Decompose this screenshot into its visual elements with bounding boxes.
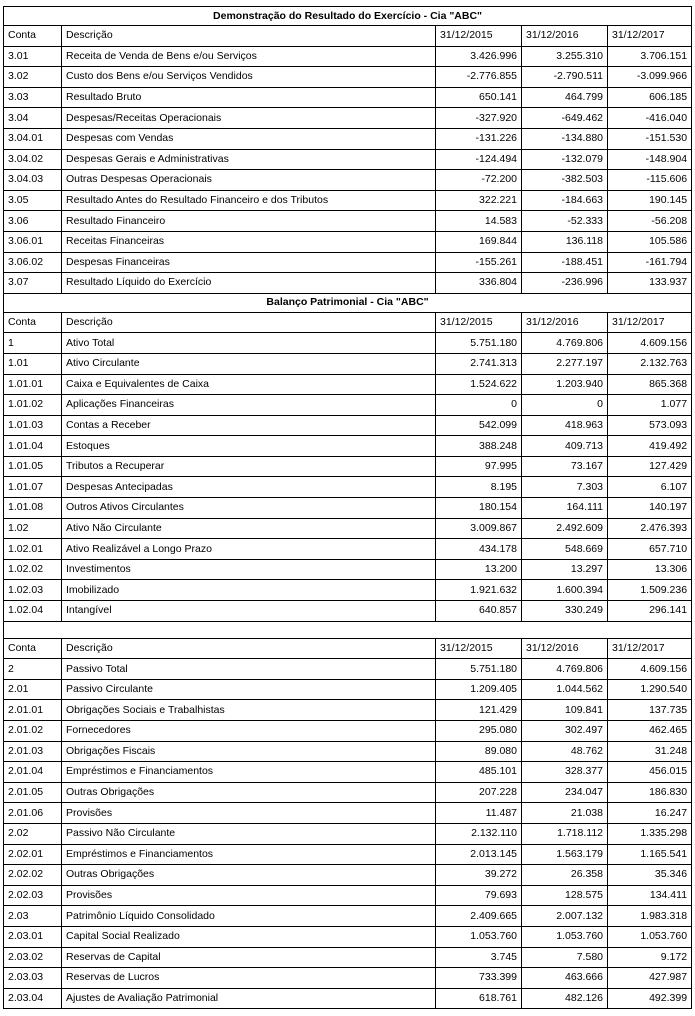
ativo-header-row <box>4 312 692 333</box>
cell-valor-2017: 134.411 <box>608 885 692 906</box>
cell-valor-2017: 419.492 <box>608 436 692 457</box>
cell-valor-2017: 13.306 <box>608 559 692 580</box>
cell-valor-2017: 105.586 <box>608 231 692 252</box>
table-row <box>4 87 692 108</box>
cell-valor-2015: 295.080 <box>436 721 522 742</box>
header-valor-2016: 31/12/2016 <box>522 312 608 333</box>
cell-descricao: Provisões <box>62 885 436 906</box>
cell-descricao: Resultado Antes do Resultado Financeiro e dos Tributos <box>62 190 436 211</box>
cell-conta: 3.03 <box>4 87 62 108</box>
cell-valor-2015: 542.099 <box>436 415 522 436</box>
cell-valor-2015: -72.200 <box>436 170 522 191</box>
cell-valor-2016: 409.713 <box>522 436 608 457</box>
cell-descricao: Capital Social Realizado <box>62 926 436 947</box>
passivo-header-row <box>4 638 692 659</box>
cell-descricao: Outros Ativos Circulantes <box>62 498 436 519</box>
cell-valor-2016: 1.718.112 <box>522 823 608 844</box>
cell-descricao: Resultado Bruto <box>62 87 436 108</box>
cell-valor-2015: 3.745 <box>436 947 522 968</box>
bp-title: Balanço Patrimonial - Cia "ABC" <box>4 293 692 312</box>
table-row <box>4 968 692 989</box>
table-row <box>4 128 692 149</box>
cell-descricao: Outras Despesas Operacionais <box>62 170 436 191</box>
cell-valor-2016: 0 <box>522 395 608 416</box>
cell-valor-2016: 2.277.197 <box>522 353 608 374</box>
cell-valor-2017: 1.290.540 <box>608 679 692 700</box>
table-row <box>4 885 692 906</box>
cell-conta: 3.07 <box>4 273 62 294</box>
cell-valor-2015: 1.921.632 <box>436 580 522 601</box>
cell-valor-2015: 79.693 <box>436 885 522 906</box>
cell-valor-2017: 6.107 <box>608 477 692 498</box>
table-row <box>4 436 692 457</box>
table-row <box>4 273 692 294</box>
cell-descricao: Empréstimos e Financiamentos <box>62 844 436 865</box>
cell-valor-2015: 13.200 <box>436 559 522 580</box>
table-row <box>4 149 692 170</box>
table-row <box>4 498 692 519</box>
table-row <box>4 659 692 680</box>
cell-conta: 1.02.03 <box>4 580 62 601</box>
cell-conta: 1.01.04 <box>4 436 62 457</box>
cell-conta: 2.01.06 <box>4 803 62 824</box>
cell-descricao: Despesas Gerais e Administrativas <box>62 149 436 170</box>
cell-valor-2017: 1.053.760 <box>608 926 692 947</box>
cell-valor-2015: 733.399 <box>436 968 522 989</box>
bp-title-row <box>4 293 692 312</box>
cell-valor-2016: 2.007.132 <box>522 906 608 927</box>
cell-descricao: Fornecedores <box>62 721 436 742</box>
table-row <box>4 395 692 416</box>
dre-title-row <box>4 7 692 26</box>
table-row <box>4 477 692 498</box>
table-row <box>4 374 692 395</box>
cell-valor-2017: 190.145 <box>608 190 692 211</box>
cell-valor-2015: 2.132.110 <box>436 823 522 844</box>
table-row <box>4 700 692 721</box>
cell-descricao: Obrigações Fiscais <box>62 741 436 762</box>
cell-conta: 3.02 <box>4 67 62 88</box>
cell-valor-2016: 302.497 <box>522 721 608 742</box>
table-row <box>4 456 692 477</box>
table-row <box>4 601 692 622</box>
header-valor-2017: 31/12/2017 <box>608 312 692 333</box>
cell-descricao: Empréstimos e Financiamentos <box>62 762 436 783</box>
header-valor-2016: 31/12/2016 <box>522 638 608 659</box>
header-conta: Conta <box>4 312 62 333</box>
cell-descricao: Ativo Não Circulante <box>62 518 436 539</box>
cell-conta: 2.03 <box>4 906 62 927</box>
cell-valor-2016: 21.038 <box>522 803 608 824</box>
cell-conta: 1.02.01 <box>4 539 62 560</box>
cell-descricao: Aplicações Financeiras <box>62 395 436 416</box>
cell-valor-2015: 5.751.180 <box>436 659 522 680</box>
cell-valor-2017: 4.609.156 <box>608 659 692 680</box>
cell-valor-2015: 618.761 <box>436 988 522 1009</box>
cell-valor-2015: 39.272 <box>436 865 522 886</box>
table-row <box>4 782 692 803</box>
cell-conta: 3.01 <box>4 46 62 67</box>
table-row <box>4 559 692 580</box>
cell-valor-2017: 1.077 <box>608 395 692 416</box>
cell-valor-2015: 207.228 <box>436 782 522 803</box>
financial-statements-table <box>3 6 692 1009</box>
cell-valor-2016: 1.053.760 <box>522 926 608 947</box>
cell-conta: 3.05 <box>4 190 62 211</box>
table-row <box>4 803 692 824</box>
cell-conta: 1.01.07 <box>4 477 62 498</box>
cell-valor-2016: 136.118 <box>522 231 608 252</box>
dre-header-row <box>4 26 692 47</box>
cell-conta: 3.06.02 <box>4 252 62 273</box>
cell-valor-2016: 73.167 <box>522 456 608 477</box>
cell-valor-2015: 8.195 <box>436 477 522 498</box>
cell-valor-2015: 180.154 <box>436 498 522 519</box>
table-body <box>4 7 692 1009</box>
cell-descricao: Reservas de Lucros <box>62 968 436 989</box>
spacer-cell <box>4 621 692 638</box>
table-row <box>4 988 692 1009</box>
cell-valor-2017: 133.937 <box>608 273 692 294</box>
table-row <box>4 108 692 129</box>
table-row <box>4 67 692 88</box>
cell-valor-2017: 492.399 <box>608 988 692 1009</box>
cell-valor-2016: 164.111 <box>522 498 608 519</box>
cell-valor-2017: 127.429 <box>608 456 692 477</box>
header-valor-2017: 31/12/2017 <box>608 26 692 47</box>
cell-valor-2015: 485.101 <box>436 762 522 783</box>
header-valor-2015: 31/12/2015 <box>436 26 522 47</box>
cell-valor-2017: -56.208 <box>608 211 692 232</box>
cell-valor-2015: 1.524.622 <box>436 374 522 395</box>
table-row <box>4 721 692 742</box>
cell-descricao: Estoques <box>62 436 436 457</box>
cell-descricao: Ativo Total <box>62 333 436 354</box>
cell-descricao: Ativo Realizável a Longo Prazo <box>62 539 436 560</box>
cell-descricao: Outras Obrigações <box>62 782 436 803</box>
cell-valor-2016: 109.841 <box>522 700 608 721</box>
cell-valor-2016: -134.880 <box>522 128 608 149</box>
cell-conta: 2.01.04 <box>4 762 62 783</box>
cell-valor-2015: 322.221 <box>436 190 522 211</box>
cell-conta: 2.03.01 <box>4 926 62 947</box>
cell-valor-2015: -327.920 <box>436 108 522 129</box>
cell-conta: 2.01.01 <box>4 700 62 721</box>
cell-descricao: Caixa e Equivalentes de Caixa <box>62 374 436 395</box>
cell-valor-2016: -184.663 <box>522 190 608 211</box>
cell-valor-2017: 296.141 <box>608 601 692 622</box>
cell-valor-2016: 3.255.310 <box>522 46 608 67</box>
cell-conta: 3.04 <box>4 108 62 129</box>
table-row <box>4 190 692 211</box>
header-descricao: Descrição <box>62 26 436 47</box>
cell-descricao: Imobilizado <box>62 580 436 601</box>
cell-valor-2016: 234.047 <box>522 782 608 803</box>
table-row <box>4 679 692 700</box>
cell-valor-2017: -416.040 <box>608 108 692 129</box>
cell-valor-2016: -52.333 <box>522 211 608 232</box>
cell-valor-2016: 330.249 <box>522 601 608 622</box>
cell-descricao: Passivo Total <box>62 659 436 680</box>
cell-conta: 3.06.01 <box>4 231 62 252</box>
cell-valor-2017: 1.983.318 <box>608 906 692 927</box>
table-row <box>4 231 692 252</box>
cell-valor-2016: 463.666 <box>522 968 608 989</box>
cell-conta: 1.02 <box>4 518 62 539</box>
cell-descricao: Intangível <box>62 601 436 622</box>
cell-valor-2015: 336.804 <box>436 273 522 294</box>
cell-valor-2017: 2.132.763 <box>608 353 692 374</box>
dre-title: Demonstração do Resultado do Exercício - Cia "ABC" <box>4 7 692 26</box>
spreadsheet <box>3 6 691 1009</box>
cell-valor-2017: 606.185 <box>608 87 692 108</box>
cell-valor-2016: 1.600.394 <box>522 580 608 601</box>
header-conta: Conta <box>4 638 62 659</box>
cell-valor-2017: -115.606 <box>608 170 692 191</box>
cell-descricao: Despesas com Vendas <box>62 128 436 149</box>
cell-valor-2015: 3.009.867 <box>436 518 522 539</box>
cell-conta: 2.01.02 <box>4 721 62 742</box>
cell-valor-2017: 657.710 <box>608 539 692 560</box>
table-row <box>4 539 692 560</box>
spacer-row <box>4 621 692 638</box>
cell-valor-2015: 0 <box>436 395 522 416</box>
header-conta: Conta <box>4 26 62 47</box>
cell-valor-2016: -132.079 <box>522 149 608 170</box>
cell-conta: 1.01.08 <box>4 498 62 519</box>
table-row <box>4 906 692 927</box>
cell-valor-2015: 650.141 <box>436 87 522 108</box>
cell-conta: 3.04.03 <box>4 170 62 191</box>
cell-valor-2016: 482.126 <box>522 988 608 1009</box>
cell-conta: 1 <box>4 333 62 354</box>
cell-conta: 2.01.05 <box>4 782 62 803</box>
cell-conta: 3.04.01 <box>4 128 62 149</box>
table-row <box>4 353 692 374</box>
cell-conta: 2.02 <box>4 823 62 844</box>
cell-valor-2017: 1.165.541 <box>608 844 692 865</box>
table-row <box>4 865 692 886</box>
cell-conta: 3.04.02 <box>4 149 62 170</box>
cell-valor-2015: 2.741.313 <box>436 353 522 374</box>
cell-descricao: Ajustes de Avaliação Patrimonial <box>62 988 436 1009</box>
cell-valor-2016: 464.799 <box>522 87 608 108</box>
cell-valor-2016: 48.762 <box>522 741 608 762</box>
cell-descricao: Passivo Não Circulante <box>62 823 436 844</box>
cell-conta: 2.02.03 <box>4 885 62 906</box>
cell-valor-2017: -151.530 <box>608 128 692 149</box>
cell-valor-2016: 1.044.562 <box>522 679 608 700</box>
cell-valor-2017: 186.830 <box>608 782 692 803</box>
cell-descricao: Resultado Líquido do Exercício <box>62 273 436 294</box>
table-row <box>4 46 692 67</box>
cell-valor-2015: 1.209.405 <box>436 679 522 700</box>
cell-descricao: Outras Obrigações <box>62 865 436 886</box>
table-row <box>4 211 692 232</box>
cell-descricao: Passivo Circulante <box>62 679 436 700</box>
header-valor-2015: 31/12/2015 <box>436 312 522 333</box>
table-row <box>4 947 692 968</box>
cell-valor-2016: 26.358 <box>522 865 608 886</box>
cell-valor-2016: -188.451 <box>522 252 608 273</box>
cell-valor-2015: -2.776.855 <box>436 67 522 88</box>
cell-descricao: Resultado Financeiro <box>62 211 436 232</box>
cell-valor-2016: 7.580 <box>522 947 608 968</box>
table-row <box>4 823 692 844</box>
cell-valor-2017: 462.465 <box>608 721 692 742</box>
cell-valor-2016: 548.669 <box>522 539 608 560</box>
cell-valor-2017: 137.735 <box>608 700 692 721</box>
cell-valor-2015: 2.409.665 <box>436 906 522 927</box>
cell-valor-2016: 4.769.806 <box>522 333 608 354</box>
cell-valor-2017: 9.172 <box>608 947 692 968</box>
cell-descricao: Contas a Receber <box>62 415 436 436</box>
cell-descricao: Despesas Antecipadas <box>62 477 436 498</box>
cell-conta: 3.06 <box>4 211 62 232</box>
cell-valor-2017: 31.248 <box>608 741 692 762</box>
cell-valor-2016: 4.769.806 <box>522 659 608 680</box>
cell-descricao: Ativo Circulante <box>62 353 436 374</box>
cell-conta: 2.02.02 <box>4 865 62 886</box>
table-row <box>4 518 692 539</box>
header-descricao: Descrição <box>62 638 436 659</box>
cell-valor-2015: 388.248 <box>436 436 522 457</box>
cell-conta: 1.01.01 <box>4 374 62 395</box>
cell-valor-2015: 3.426.996 <box>436 46 522 67</box>
cell-valor-2017: 140.197 <box>608 498 692 519</box>
cell-valor-2017: 2.476.393 <box>608 518 692 539</box>
table-row <box>4 844 692 865</box>
cell-valor-2017: 3.706.151 <box>608 46 692 67</box>
cell-valor-2016: 1.563.179 <box>522 844 608 865</box>
cell-valor-2016: 418.963 <box>522 415 608 436</box>
cell-descricao: Obrigações Sociais e Trabalhistas <box>62 700 436 721</box>
cell-valor-2015: -155.261 <box>436 252 522 273</box>
cell-valor-2016: -2.790.511 <box>522 67 608 88</box>
table-row <box>4 252 692 273</box>
cell-valor-2015: 1.053.760 <box>436 926 522 947</box>
table-row <box>4 580 692 601</box>
table-row <box>4 926 692 947</box>
cell-valor-2015: -124.494 <box>436 149 522 170</box>
table-row <box>4 741 692 762</box>
cell-conta: 1.02.02 <box>4 559 62 580</box>
cell-conta: 1.01 <box>4 353 62 374</box>
header-valor-2015: 31/12/2015 <box>436 638 522 659</box>
table-row <box>4 762 692 783</box>
cell-conta: 2 <box>4 659 62 680</box>
cell-valor-2017: 865.368 <box>608 374 692 395</box>
cell-valor-2015: 11.487 <box>436 803 522 824</box>
cell-valor-2015: 14.583 <box>436 211 522 232</box>
cell-valor-2017: 456.015 <box>608 762 692 783</box>
cell-descricao: Reservas de Capital <box>62 947 436 968</box>
cell-descricao: Despesas Financeiras <box>62 252 436 273</box>
cell-conta: 2.03.04 <box>4 988 62 1009</box>
cell-valor-2017: 16.247 <box>608 803 692 824</box>
cell-valor-2016: -382.503 <box>522 170 608 191</box>
cell-valor-2016: -236.996 <box>522 273 608 294</box>
cell-conta: 1.01.03 <box>4 415 62 436</box>
table-row <box>4 415 692 436</box>
cell-valor-2015: 97.995 <box>436 456 522 477</box>
cell-valor-2015: 2.013.145 <box>436 844 522 865</box>
header-valor-2017: 31/12/2017 <box>608 638 692 659</box>
cell-valor-2017: 573.093 <box>608 415 692 436</box>
cell-valor-2017: -161.794 <box>608 252 692 273</box>
cell-valor-2017: -3.099.966 <box>608 67 692 88</box>
cell-valor-2015: 121.429 <box>436 700 522 721</box>
cell-valor-2015: 89.080 <box>436 741 522 762</box>
cell-valor-2015: 640.857 <box>436 601 522 622</box>
cell-valor-2016: 13.297 <box>522 559 608 580</box>
cell-conta: 1.02.04 <box>4 601 62 622</box>
cell-valor-2016: 2.492.609 <box>522 518 608 539</box>
table-row <box>4 333 692 354</box>
cell-conta: 2.03.03 <box>4 968 62 989</box>
cell-conta: 2.03.02 <box>4 947 62 968</box>
cell-descricao: Provisões <box>62 803 436 824</box>
cell-conta: 2.02.01 <box>4 844 62 865</box>
cell-valor-2017: 427.987 <box>608 968 692 989</box>
cell-descricao: Patrimônio Líquido Consolidado <box>62 906 436 927</box>
cell-conta: 1.01.05 <box>4 456 62 477</box>
header-valor-2016: 31/12/2016 <box>522 26 608 47</box>
cell-descricao: Receitas Financeiras <box>62 231 436 252</box>
cell-valor-2016: -649.462 <box>522 108 608 129</box>
cell-descricao: Receita de Venda de Bens e/ou Serviços <box>62 46 436 67</box>
cell-valor-2017: 1.335.298 <box>608 823 692 844</box>
cell-valor-2017: 1.509.236 <box>608 580 692 601</box>
cell-conta: 2.01 <box>4 679 62 700</box>
cell-valor-2017: 35.346 <box>608 865 692 886</box>
header-descricao: Descrição <box>62 312 436 333</box>
cell-valor-2016: 128.575 <box>522 885 608 906</box>
cell-descricao: Custo dos Bens e/ou Serviços Vendidos <box>62 67 436 88</box>
cell-valor-2015: -131.226 <box>436 128 522 149</box>
cell-valor-2015: 169.844 <box>436 231 522 252</box>
cell-descricao: Despesas/Receitas Operacionais <box>62 108 436 129</box>
cell-valor-2015: 5.751.180 <box>436 333 522 354</box>
cell-valor-2015: 434.178 <box>436 539 522 560</box>
cell-valor-2017: 4.609.156 <box>608 333 692 354</box>
cell-valor-2016: 7.303 <box>522 477 608 498</box>
cell-valor-2016: 1.203.940 <box>522 374 608 395</box>
cell-conta: 1.01.02 <box>4 395 62 416</box>
table-row <box>4 170 692 191</box>
cell-valor-2017: -148.904 <box>608 149 692 170</box>
cell-valor-2016: 328.377 <box>522 762 608 783</box>
cell-descricao: Investimentos <box>62 559 436 580</box>
cell-descricao: Tributos a Recuperar <box>62 456 436 477</box>
cell-conta: 2.01.03 <box>4 741 62 762</box>
